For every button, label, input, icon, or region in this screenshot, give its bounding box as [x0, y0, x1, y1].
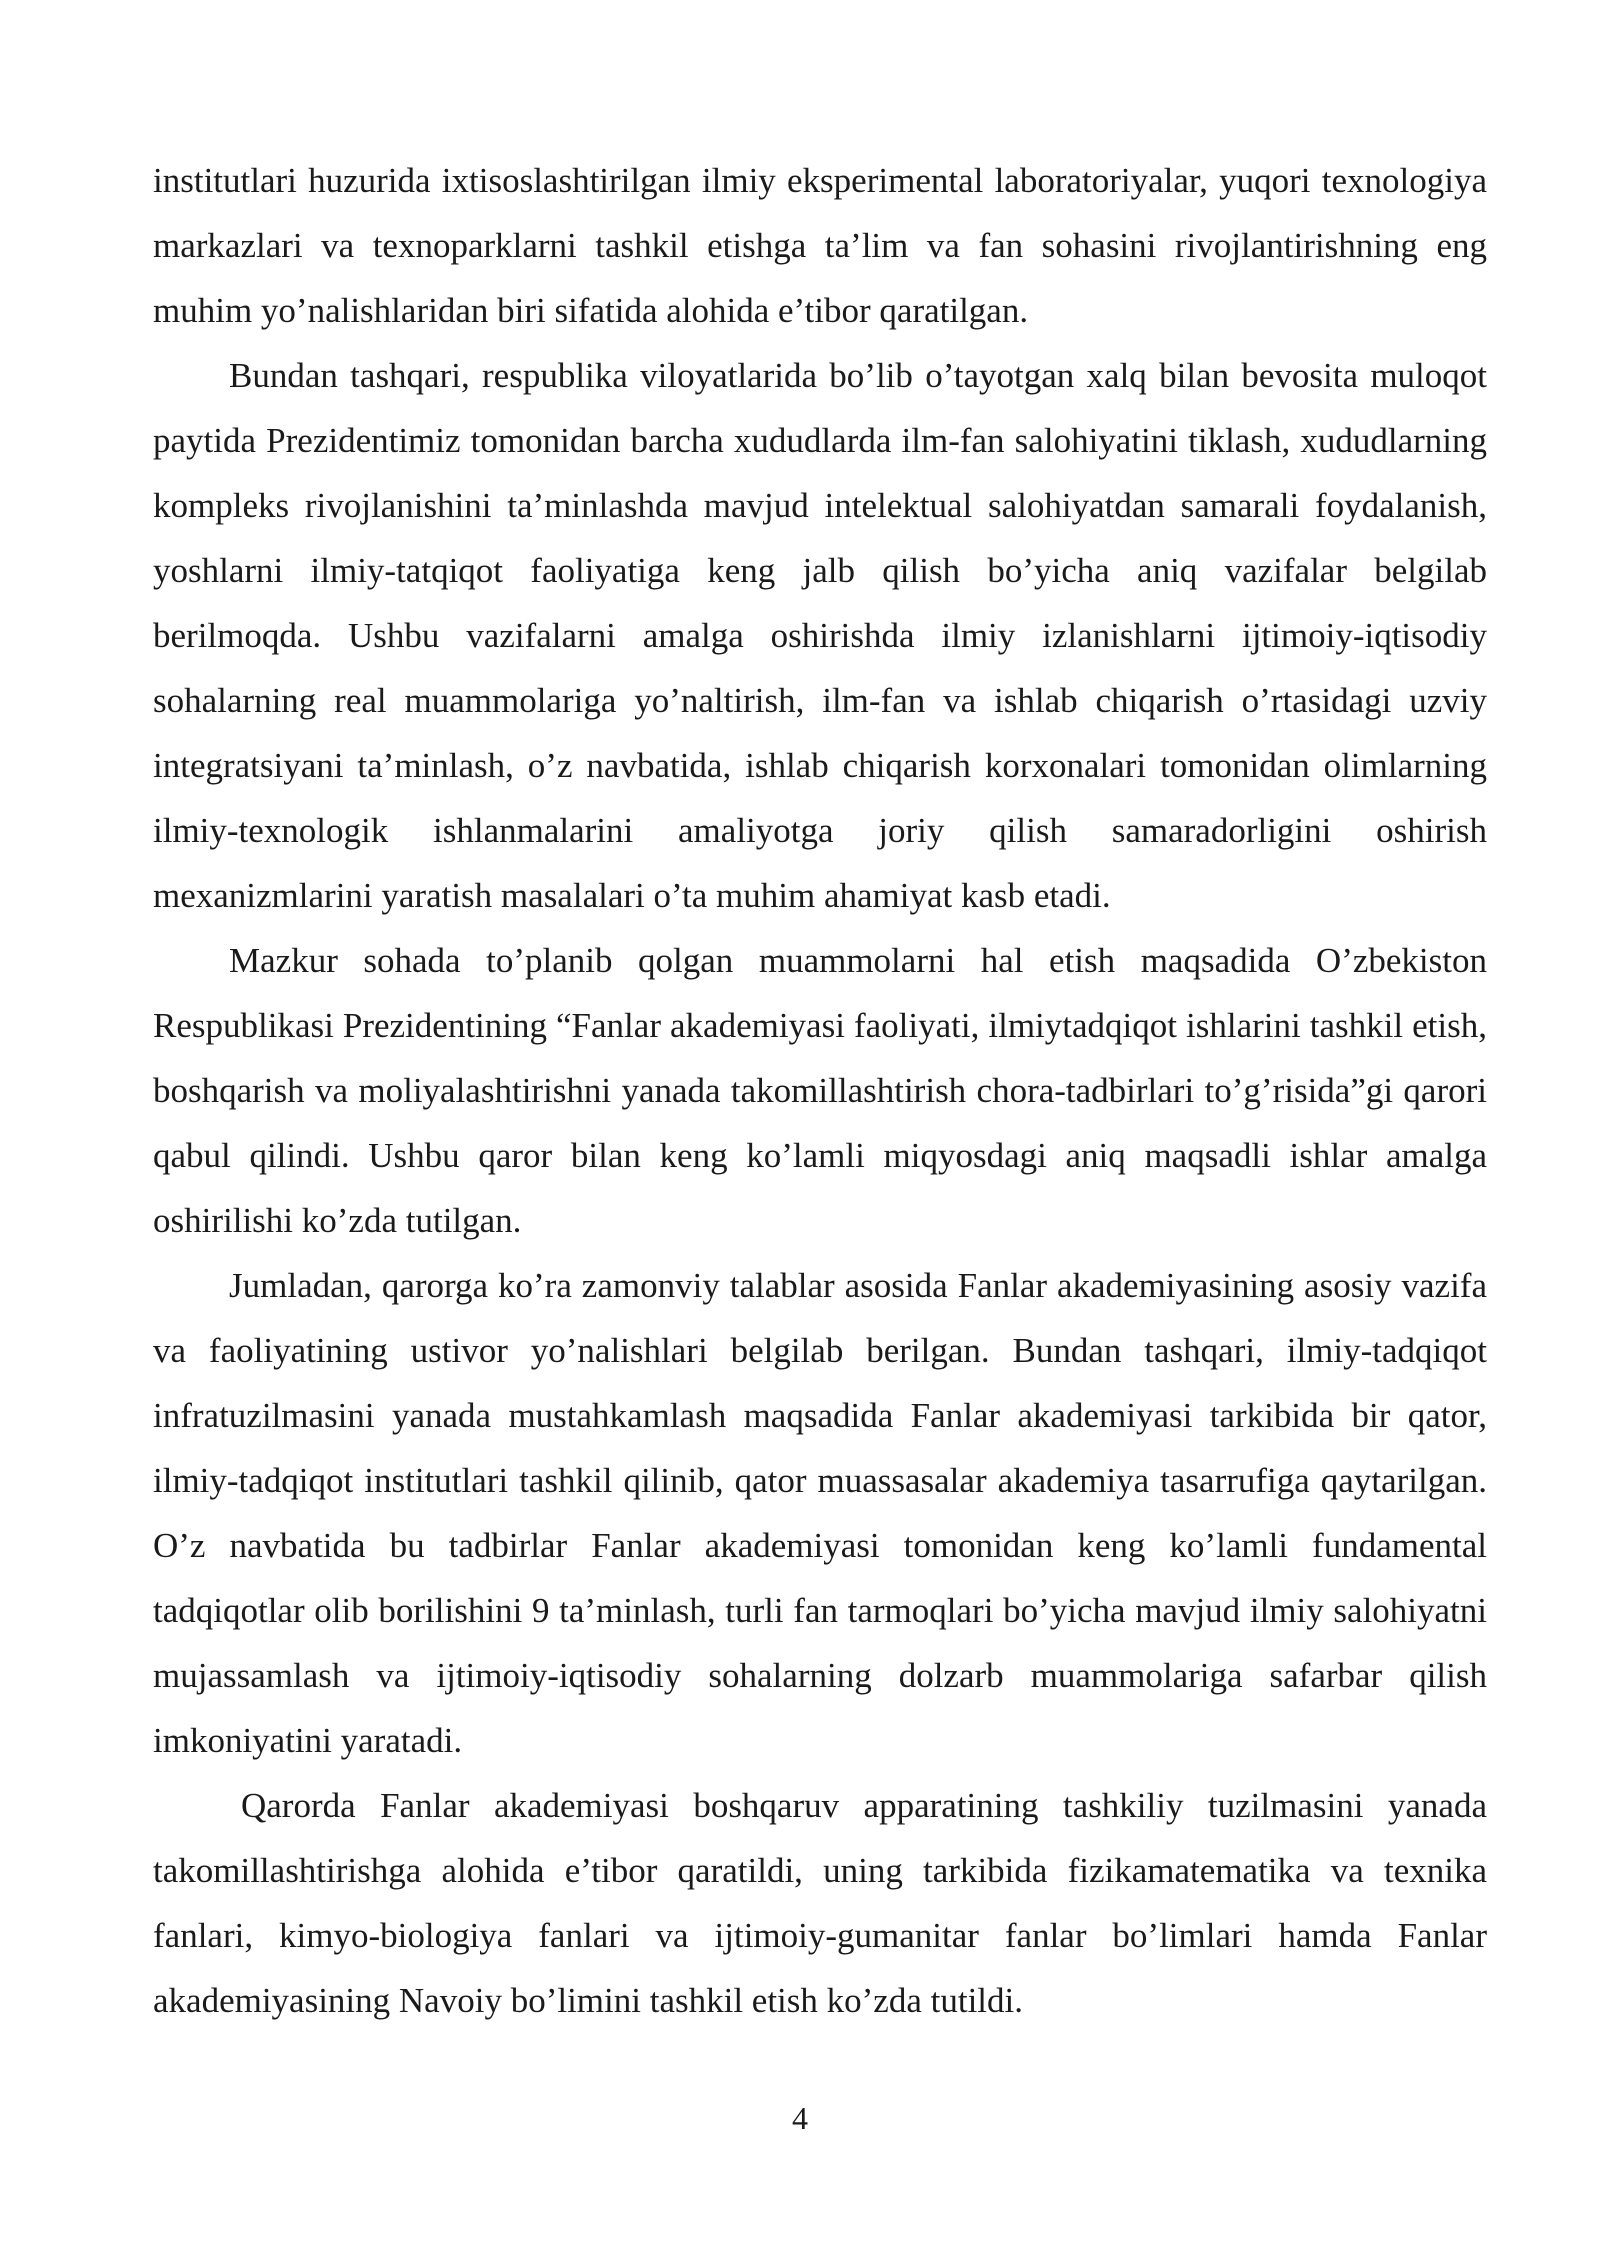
- paragraph: Qarorda Fanlar akademiyasi boshqaruv apparatining tashkiliy tuzilmasini yanada takomillashtirishga alohida e’tibor qaratildi, uning tarkibida fizikamatematika va texnika fanlari, kimyo-biologiya fanlari va ijtimoiy-gumanitar fanlar bo’limlari hamda Fanlar akademiyasining Navoiy bo’limini tashkil etish ko’zda tutildi.: [153, 1786, 1487, 2020]
- paragraph-continuation: institutlari huzurida ixtisoslashtirilgan ilmiy eksperimental laboratoriyalar, yuqori texnologiya markazlari va texnoparklarni tashkil etishga ta’lim va fan sohasini rivojlantirishning eng muhim yo’nalishlaridan biri sifatida alohida e’tibor qaratilgan.: [153, 161, 1487, 330]
- paragraph: Mazkur sohada to’planib qolgan muammolarni hal etish maqsadida O’zbekiston Respublikasi Prezidentining “Fanlar akademiyasi faoliyati, ilmiytadqiqot ishlarini tashkil etish, boshqarish va moliyalashtirishni yanada takomillashtirish chora-tadbirlari to’g’risida”gi qarori qabul qilindi. Ushbu qaror bilan keng ko’lamli miqyosdagi aniq maqsadli ishlar amalga oshirilishi ko’zda tutilgan.: [153, 941, 1487, 1240]
- page-number: 4: [792, 2100, 808, 2136]
- body-text: [153, 148, 1487, 2033]
- paragraph: Bundan tashqari, respublika viloyatlarida bo’lib o’tayotgan xalq bilan bevosita muloqot paytida Prezidentimiz tomonidan barcha xududlarda ilm-fan salohiyatini tiklash, xududlarning kompleks rivojlanishini ta’minlashda mavjud intelektual salohiyatdan samarali foydalanish, yoshlarni ilmiy-tatqiqot faoliyatiga keng jalb qilish bo’yicha aniq vazifalar belgilab berilmoqda. Ushbu vazifalarni amalga oshirishda ilmiy izlanishlarni ijtimoiy-iqtisodiy sohalarning real muammolariga yo’naltirish, ilm-fan va ishlab chiqarish o’rtasidagi uzviy integratsiyani ta’minlash, o’z navbatida, ishlab chiqarish korxonalari tomonidan olimlarning ilmiy-texnologik ishlanmalarini amaliyotga joriy qilish samaradorligini oshirish mexanizmlarini yaratish masalalari o’ta muhim ahamiyat kasb etadi.: [153, 356, 1487, 915]
- paragraph: Jumladan, qarorga ko’ra zamonviy talablar asosida Fanlar akademiyasining asosiy vazifa va faoliyatining ustivor yo’nalishlari belgilab berilgan. Bundan tashqari, ilmiy-tadqiqot infratuzilmasini yanada mustahkamlash maqsadida Fanlar akademiyasi tarkibida bir qator, ilmiy-tadqiqot institutlari tashkil qilinib, qator muassasalar akademiya tasarrufiga qaytarilgan. O’z navbatida bu tadbirlar Fanlar akademiyasi tomonidan keng ko’lamli fundamental tadqiqotlar olib borilishini 9 ta’minlash, turli fan tarmoqlari bo’yicha mavjud ilmiy salohiyatni mujassamlash va ijtimoiy-iqtisodiy sohalarning dolzarb muammolariga safarbar qilish imkoniyatini yaratadi.: [153, 1266, 1487, 1760]
